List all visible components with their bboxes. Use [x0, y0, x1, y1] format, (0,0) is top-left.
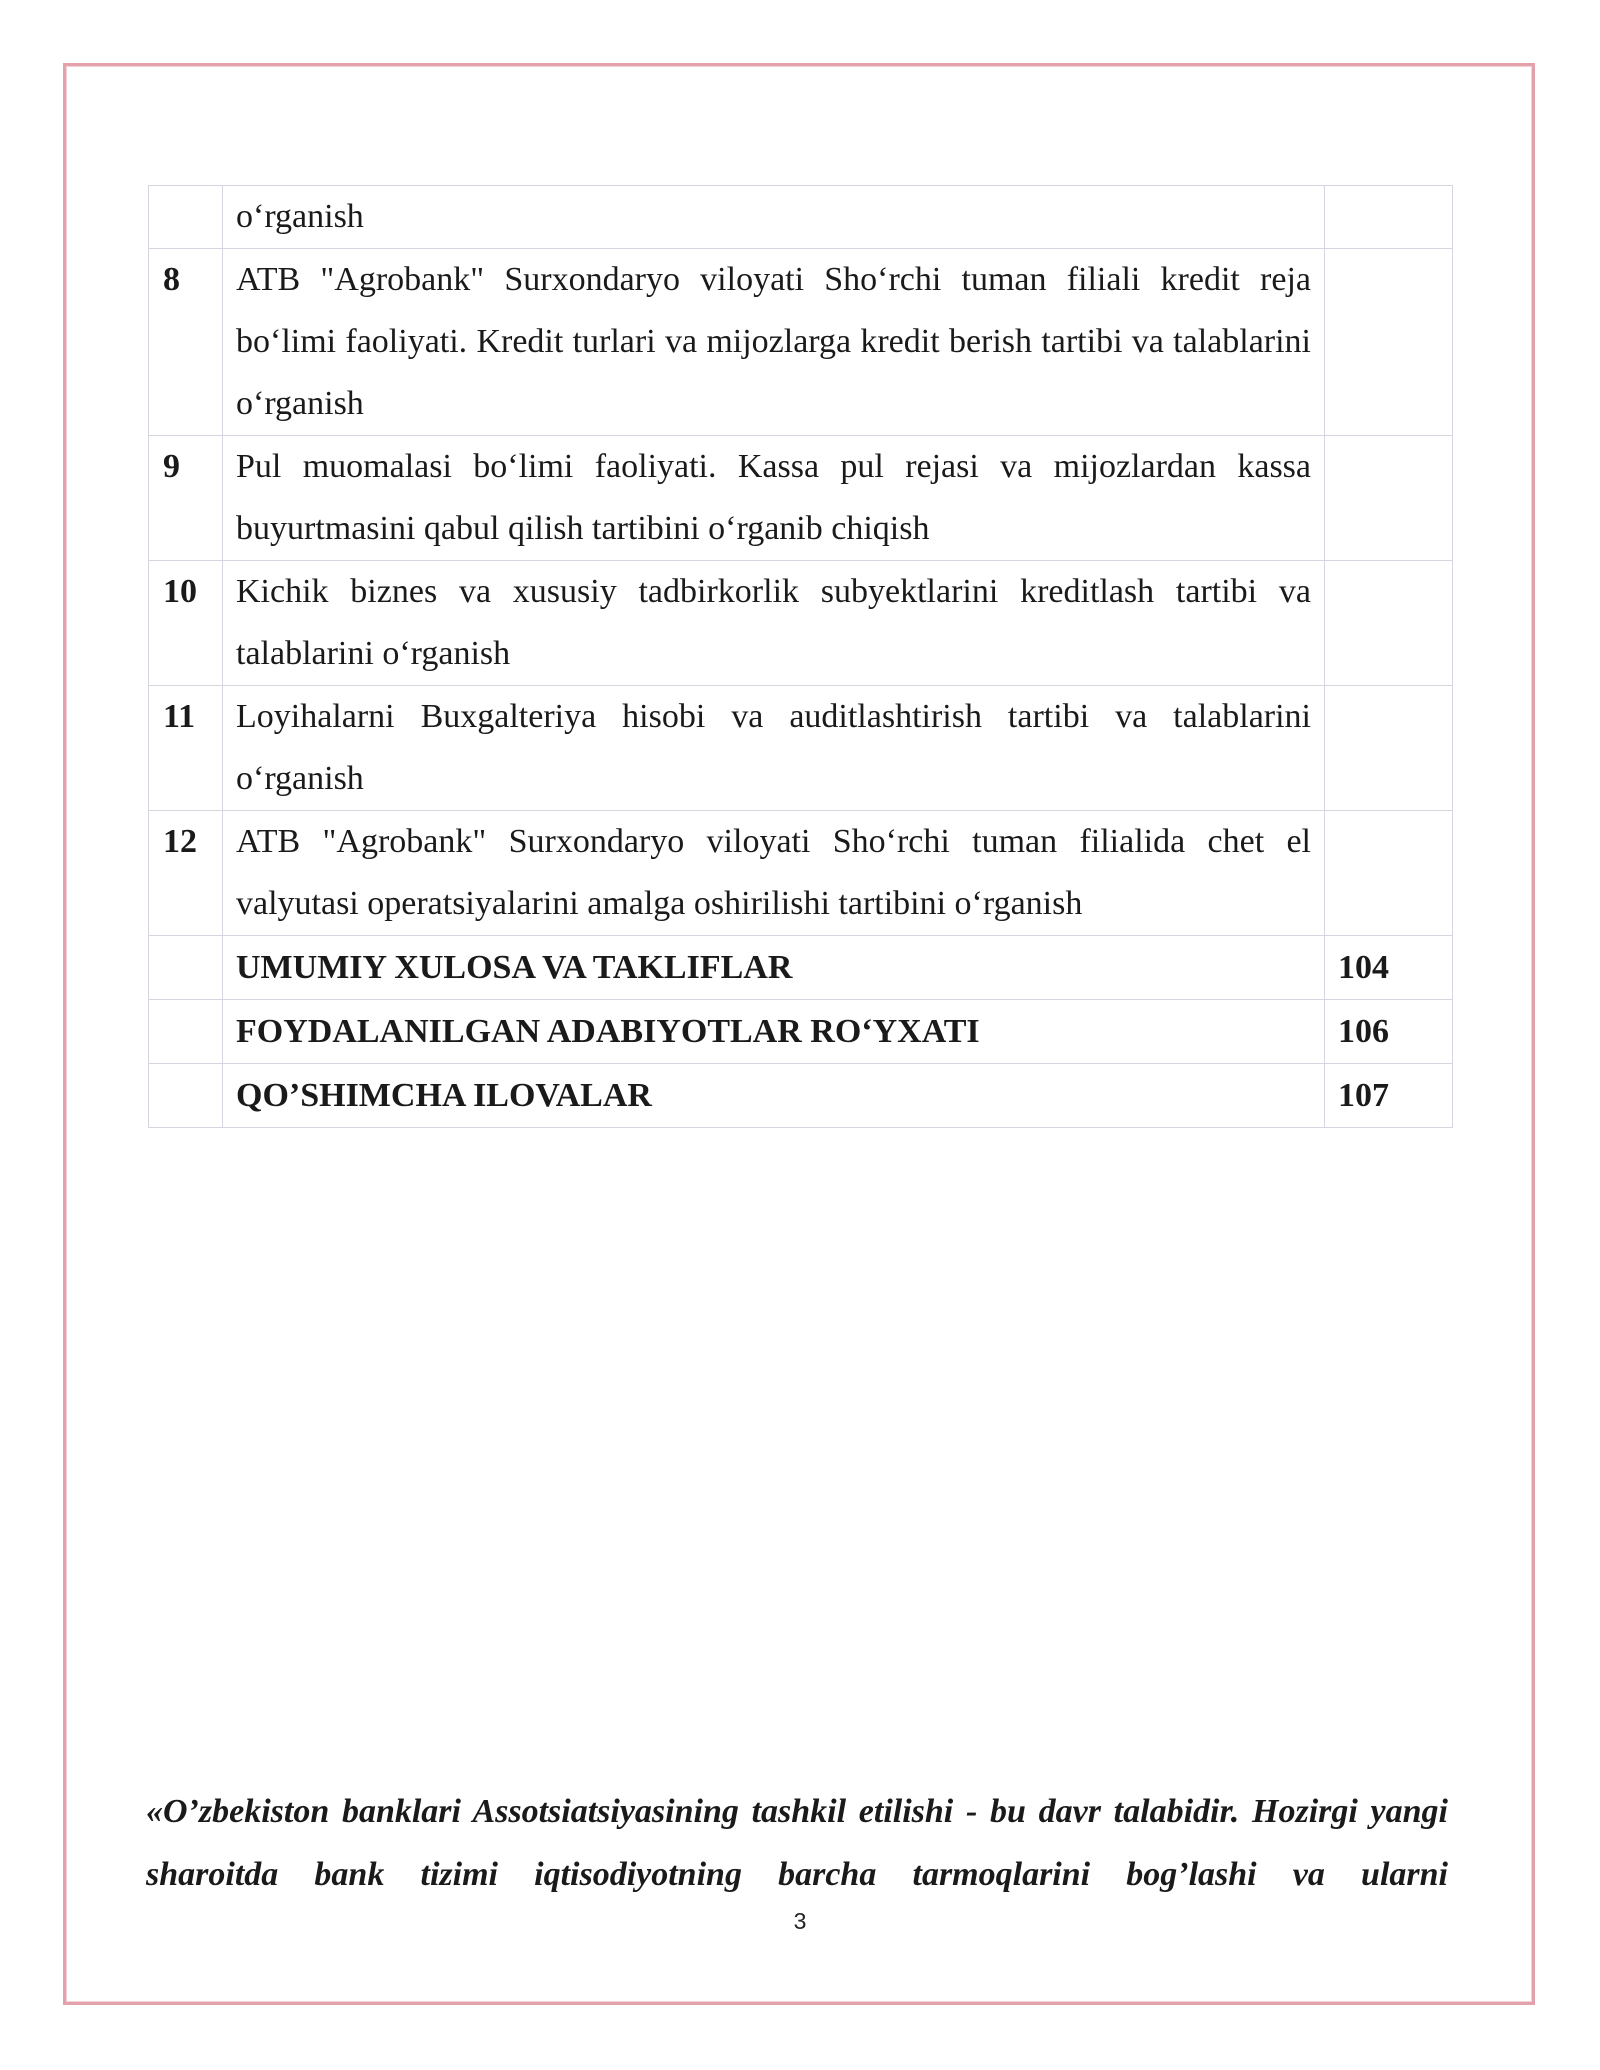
page-number: 3 [793, 1908, 807, 1934]
epigraph-quote: «O’zbekiston banklari Assotsiatsiyasining tashkil etilishi - bu davr talabidir. Hozirgi yangi sharoitda bank tizimi iqtisodiyotning barcha tarmoqlarini bog’lashi va ularni [146, 1793, 1448, 1893]
toc-number [149, 186, 223, 249]
toc-page [1325, 249, 1453, 436]
toc-summary-page: 107 [1325, 1064, 1453, 1128]
toc-summary-row [149, 936, 1453, 1000]
toc-title: ATB "Agrobank" Surxondaryo viloyati Sho‘rchi tuman filiali kredit reja bo‘limi faoliyati. Kredit turlari va mijozlarga kredit berish tartibi va talablarini o‘rganish [223, 249, 1325, 436]
toc-number: 8 [149, 249, 223, 436]
toc-page [1325, 811, 1453, 936]
toc-row [149, 249, 1453, 436]
toc-summary-page: 104 [1325, 936, 1453, 1000]
toc-number: 11 [149, 686, 223, 811]
toc-row [149, 811, 1453, 936]
toc-row [149, 561, 1453, 686]
toc-summary-title: FOYDALANILGAN ADABIYOTLAR RO‘YXATI [223, 1000, 1325, 1064]
toc-number-empty [149, 1064, 223, 1128]
toc-title: Kichik biznes va xususiy tadbirkorlik subyektlarini kreditlash tartibi va talablarini o‘rganish [223, 561, 1325, 686]
table-of-contents [148, 185, 1453, 1128]
toc-summary-page: 106 [1325, 1000, 1453, 1064]
toc-title: o‘rganish [223, 186, 1325, 249]
toc-number: 10 [149, 561, 223, 686]
toc-page [1325, 561, 1453, 686]
toc-title: Pul muomalasi bo‘limi faoliyati. Kassa pul rejasi va mijozlardan kassa buyurtmasini qabul qilish tartibini o‘rganib chiqish [223, 436, 1325, 561]
toc-page [1325, 186, 1453, 249]
toc-title: Loyihalarni Buxgalteriya hisobi va auditlashtirish tartibi va talablarini o‘rganish [223, 686, 1325, 811]
toc-summary-row [149, 1000, 1453, 1064]
toc-page [1325, 436, 1453, 561]
toc-row-continuation [149, 186, 1453, 249]
toc-summary-row [149, 1064, 1453, 1128]
toc-row [149, 436, 1453, 561]
toc-number-empty [149, 936, 223, 1000]
toc-number: 9 [149, 436, 223, 561]
toc-number-empty [149, 1000, 223, 1064]
toc-title: ATB "Agrobank" Surxondaryo viloyati Sho‘rchi tuman filialida chet el valyutasi operatsiyalarini amalga oshirilishi tartibini o‘rganish [223, 811, 1325, 936]
toc-summary-title: UMUMIY XULOSA VA TAKLIFLAR [223, 936, 1325, 1000]
toc-summary-title: QO’SHIMCHA ILOVALAR [223, 1064, 1325, 1128]
toc-row [149, 686, 1453, 811]
toc-number: 12 [149, 811, 223, 936]
toc-page [1325, 686, 1453, 811]
